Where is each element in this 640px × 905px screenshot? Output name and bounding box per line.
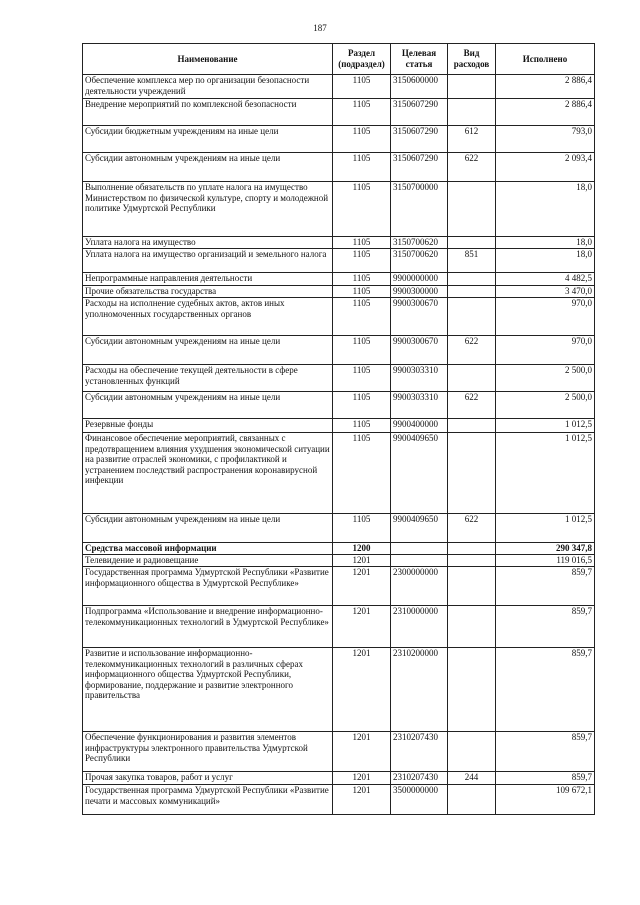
row-target: 9900000000: [391, 273, 448, 286]
row-section: 1105: [333, 99, 391, 126]
row-target: [391, 543, 448, 555]
row-name: Обеспечение функционирования и развития элементов инфраструктуры электронного правительства Удмуртской Республики: [83, 732, 333, 772]
row-expense-type: [448, 237, 496, 249]
row-name: Государственная программа Удмуртской Республики «Развитие информационного общества в Удмуртской Республике»: [83, 567, 333, 606]
row-target: 3150607290: [391, 99, 448, 126]
row-amount: 2 886,4: [496, 75, 595, 99]
row-section: 1105: [333, 286, 391, 298]
row-section: 1201: [333, 732, 391, 772]
row-section: 1105: [333, 75, 391, 99]
row-amount: 2 500,0: [496, 365, 595, 392]
row-section: 1105: [333, 237, 391, 249]
header-expense-type: Вид расходов: [448, 44, 496, 75]
row-amount: 4 482,5: [496, 273, 595, 286]
row-expense-type: 622: [448, 336, 496, 365]
row-expense-type: [448, 99, 496, 126]
row-section: 1105: [333, 153, 391, 182]
row-section: 1200: [333, 543, 391, 555]
row-amount: 793,0: [496, 126, 595, 153]
row-name: Непрограммные направления деятельности: [83, 273, 333, 286]
row-amount: 1 012,5: [496, 419, 595, 433]
row-expense-type: [448, 543, 496, 555]
row-amount: 3 470,0: [496, 286, 595, 298]
row-expense-type: 244: [448, 772, 496, 785]
row-name: Расходы на обеспечение текущей деятельности в сфере установленных функций: [83, 365, 333, 392]
row-target: 9900303310: [391, 365, 448, 392]
row-target: 2310200000: [391, 648, 448, 732]
row-section: 1201: [333, 772, 391, 785]
row-section: 1201: [333, 648, 391, 732]
row-amount: 18,0: [496, 182, 595, 237]
row-target: 9900300670: [391, 336, 448, 365]
row-name: Государственная программа Удмуртской Республики «Развитие печати и массовых коммуникаций»: [83, 785, 333, 815]
row-section: 1201: [333, 785, 391, 815]
row-target: 2300000000: [391, 567, 448, 606]
row-expense-type: [448, 273, 496, 286]
row-name: Средства массовой информации: [83, 543, 333, 555]
row-target: 9900300000: [391, 286, 448, 298]
row-name: Уплата налога на имущество организаций и земельного налога: [83, 249, 333, 273]
row-target: 2310207430: [391, 732, 448, 772]
row-expense-type: [448, 365, 496, 392]
row-section: 1105: [333, 419, 391, 433]
row-section: 1105: [333, 126, 391, 153]
row-name: Субсидии автономным учреждениям на иные цели: [83, 392, 333, 419]
row-section: 1105: [333, 514, 391, 543]
row-section: 1105: [333, 249, 391, 273]
row-amount: 859,7: [496, 606, 595, 648]
row-amount: 1 012,5: [496, 514, 595, 543]
row-expense-type: [448, 182, 496, 237]
row-target: 9900400000: [391, 419, 448, 433]
row-amount: 2 500,0: [496, 392, 595, 419]
row-amount: 859,7: [496, 772, 595, 785]
row-amount: 970,0: [496, 298, 595, 336]
row-section: 1201: [333, 567, 391, 606]
row-name: Финансовое обеспечение мероприятий, связанных с предотвращением влияния ухудшения экономической ситуации на развитие отраслей экономики, с профилактикой и устранением последствий распространения коронавирусной инфекции: [83, 433, 333, 514]
row-amount: 2 886,4: [496, 99, 595, 126]
row-target: 3150607290: [391, 126, 448, 153]
row-expense-type: [448, 286, 496, 298]
row-expense-type: 612: [448, 126, 496, 153]
row-amount: 859,7: [496, 732, 595, 772]
row-target: 3150700620: [391, 237, 448, 249]
row-amount: 290 347,8: [496, 543, 595, 555]
header-target: Целевая статья: [391, 44, 448, 75]
row-expense-type: [448, 555, 496, 567]
row-amount: 970,0: [496, 336, 595, 365]
row-section: 1105: [333, 298, 391, 336]
table-header-row: [83, 44, 595, 75]
row-target: [391, 555, 448, 567]
row-name: Выполнение обязательств по уплате налога на имущество Министерством по физической культуре, спорту и молодежной политике Удмуртской Республики: [83, 182, 333, 237]
row-name: Внедрение мероприятий по комплексной безопасности: [83, 99, 333, 126]
header-section: Раздел (подраздел): [333, 44, 391, 75]
row-name: Субсидии автономным учреждениям на иные цели: [83, 153, 333, 182]
row-name: Развитие и использование информационно-телекоммуникационных технологий в различных сферах информационного общества Удмуртской Республики, формирование, поддержание и развитие электронного правительства: [83, 648, 333, 732]
row-section: 1105: [333, 365, 391, 392]
row-name: Расходы на исполнение судебных актов, актов иных уполномоченных государственных органов: [83, 298, 333, 336]
row-section: 1105: [333, 273, 391, 286]
row-name: Резервные фонды: [83, 419, 333, 433]
row-name: Прочие обязательства государства: [83, 286, 333, 298]
row-expense-type: 851: [448, 249, 496, 273]
row-amount: 1 012,5: [496, 433, 595, 514]
row-expense-type: [448, 648, 496, 732]
row-expense-type: [448, 419, 496, 433]
row-section: 1201: [333, 555, 391, 567]
row-target: 3150700620: [391, 249, 448, 273]
row-section: 1105: [333, 336, 391, 365]
row-expense-type: [448, 606, 496, 648]
page-number: 187: [313, 23, 327, 33]
row-target: 9900409650: [391, 514, 448, 543]
row-amount: 859,7: [496, 648, 595, 732]
row-name: Субсидии автономным учреждениям на иные цели: [83, 514, 333, 543]
row-section: 1105: [333, 433, 391, 514]
row-expense-type: 622: [448, 153, 496, 182]
row-target: 9900303310: [391, 392, 448, 419]
row-expense-type: 622: [448, 392, 496, 419]
row-expense-type: [448, 567, 496, 606]
row-expense-type: [448, 75, 496, 99]
row-name: Прочая закупка товаров, работ и услуг: [83, 772, 333, 785]
row-name: Обеспечение комплекса мер по организации безопасности деятельности учреждений: [83, 75, 333, 99]
row-target: 3150600000: [391, 75, 448, 99]
row-section: 1201: [333, 606, 391, 648]
row-target: 3150607290: [391, 153, 448, 182]
table-body: [83, 75, 595, 815]
row-name: Субсидии бюджетным учреждениям на иные цели: [83, 126, 333, 153]
row-amount: 18,0: [496, 237, 595, 249]
header-name: Наименование: [83, 44, 333, 75]
row-expense-type: [448, 298, 496, 336]
row-amount: 109 672,1: [496, 785, 595, 815]
row-amount: 18,0: [496, 249, 595, 273]
row-amount: 859,7: [496, 567, 595, 606]
row-target: 3150700000: [391, 182, 448, 237]
row-expense-type: [448, 732, 496, 772]
budget-execution-table: [82, 43, 595, 815]
row-target: 9900409650: [391, 433, 448, 514]
row-target: 3500000000: [391, 785, 448, 815]
row-expense-type: 622: [448, 514, 496, 543]
row-section: 1105: [333, 182, 391, 237]
row-name: Субсидии автономным учреждениям на иные цели: [83, 336, 333, 365]
row-name: Уплата налога на имущество: [83, 237, 333, 249]
row-expense-type: [448, 433, 496, 514]
row-name: Подпрограмма «Использование и внедрение информационно-телекоммуникационных технологий в Удмуртской Республике»: [83, 606, 333, 648]
row-section: 1105: [333, 392, 391, 419]
row-target: 9900300670: [391, 298, 448, 336]
row-expense-type: [448, 785, 496, 815]
row-amount: 2 093,4: [496, 153, 595, 182]
row-target: 2310207430: [391, 772, 448, 785]
row-target: 2310000000: [391, 606, 448, 648]
row-name: Телевидение и радиовещание: [83, 555, 333, 567]
header-executed: Исполнено: [496, 44, 595, 75]
row-amount: 119 016,5: [496, 555, 595, 567]
